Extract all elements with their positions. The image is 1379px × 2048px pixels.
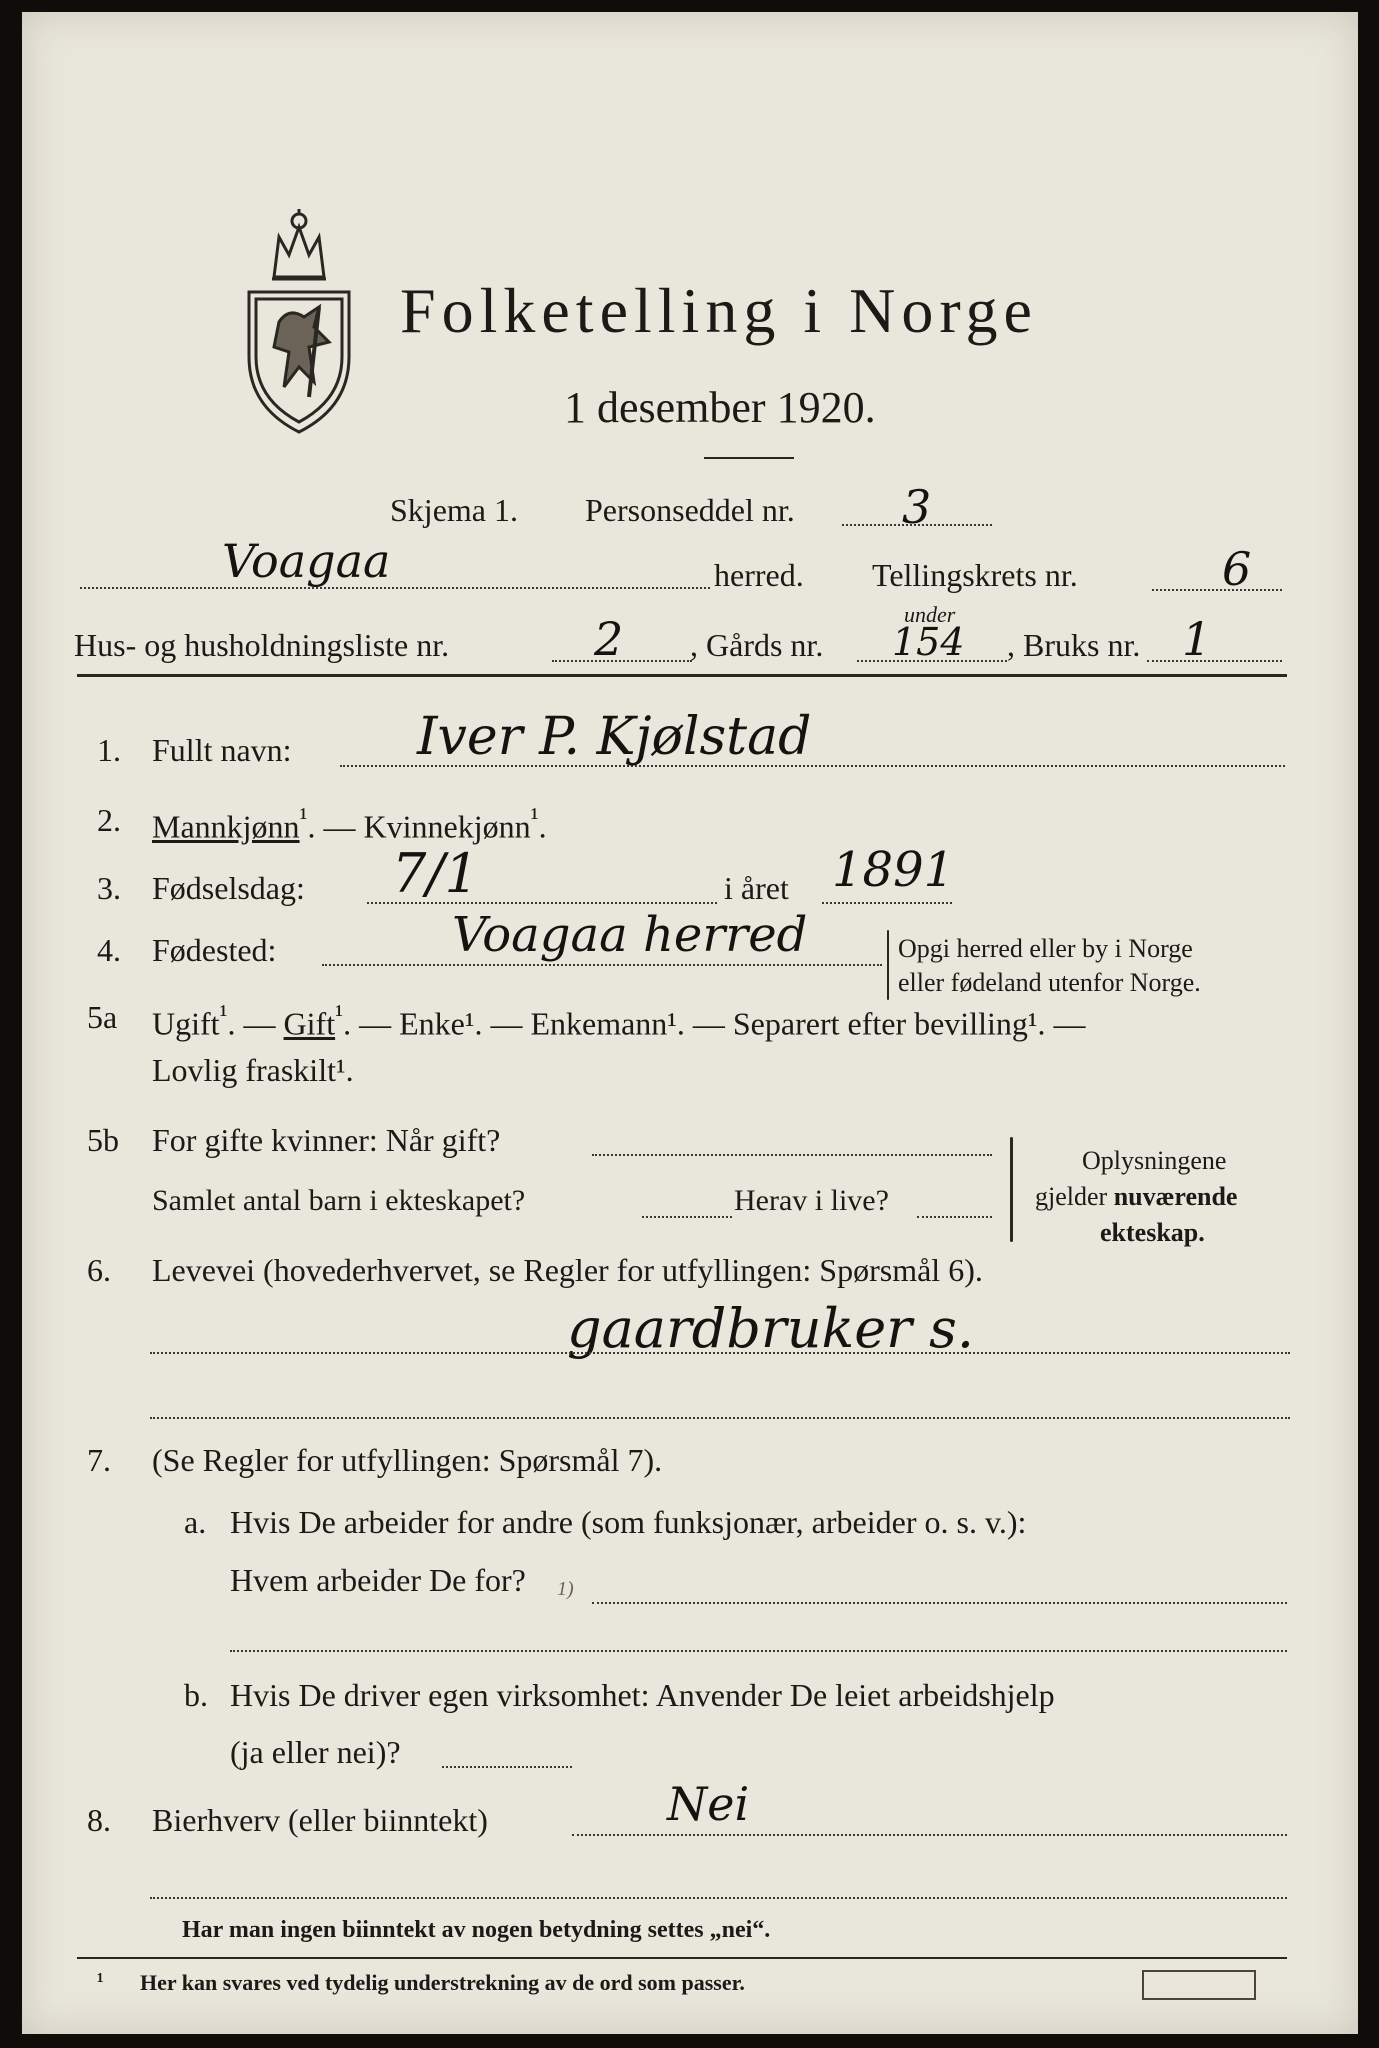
employer-mark: 1): [557, 1578, 574, 1600]
herred-value: Voagaa: [222, 534, 391, 588]
q6-number: 6.: [87, 1252, 111, 1288]
birthplace-note-brace: [887, 930, 889, 1000]
q4-label: Fødested:: [152, 932, 277, 968]
marriage-note-line1: Oplysningene: [1082, 1146, 1227, 1175]
full-name-value: Iver P. Kjølstad: [417, 707, 812, 767]
footer-note: Har man ingen biinntekt av nogen betydning settes „nei“.: [182, 1917, 771, 1943]
personseddel-value: 3: [902, 480, 932, 534]
lovlig-fraskilt-option[interactable]: Lovlig fraskilt¹.: [152, 1052, 354, 1088]
occupation-value: gaardbruker s.: [567, 1297, 975, 1360]
year-label: i året: [724, 870, 789, 906]
q3-number: 3.: [97, 870, 121, 906]
tellingskrets-field[interactable]: [1152, 589, 1282, 591]
year-field[interactable]: [822, 902, 952, 904]
employer-label: Hvem arbeider De for?: [230, 1562, 526, 1598]
bruks-field[interactable]: [1147, 660, 1282, 662]
other-marital-options[interactable]: . — Enke¹. — Enkemann¹. — Separert efter bevilling¹. —: [343, 1005, 1086, 1042]
q1-label: Fullt navn:: [152, 732, 292, 768]
gards-note: under: [904, 602, 956, 627]
q7b-letter: b.: [184, 1677, 208, 1713]
hus-value: 2: [594, 612, 624, 666]
q5a-options: Ugift$^{^1}$. — Gift$^{^1}$. — Enke¹. — Enkemann¹. — Separert efter bevilling¹. —: [152, 999, 1086, 1042]
children-count-field[interactable]: [642, 1216, 732, 1218]
children-alive-field[interactable]: [917, 1216, 992, 1218]
bruks-label: , Bruks nr.: [1007, 627, 1141, 663]
q3-label: Fødselsdag:: [152, 870, 305, 906]
children-count-label: Samlet antal barn i ekteskapet?: [152, 1184, 526, 1217]
when-married-label: For gifte kvinner: Når gift?: [152, 1122, 501, 1158]
form-title: Folketelling i Norge: [400, 275, 1038, 346]
personseddel-label: Personseddel nr.: [585, 492, 795, 528]
when-married-field[interactable]: [592, 1154, 992, 1156]
q2-number: 2.: [97, 802, 121, 838]
employer-field[interactable]: [592, 1602, 1287, 1604]
q6-label: Levevei (hovederhvervet, se Regler for utfyllingen: Spørsmål 6).: [152, 1252, 983, 1288]
side-income-field[interactable]: [572, 1834, 1287, 1836]
printer-stamp: [1142, 1970, 1256, 2000]
ugift-option[interactable]: Ugift: [152, 1005, 220, 1042]
q7a-letter: a.: [184, 1504, 207, 1540]
hus-label: Hus- og husholdningsliste nr.: [74, 627, 450, 663]
gift-option[interactable]: Gift: [283, 1005, 336, 1042]
birthplace-note-line2: eller fødeland utenfor Norge.: [898, 968, 1201, 997]
children-alive-label: Herav i live?: [734, 1184, 889, 1217]
q2-options: Mannkjønn$^{^1}$. — Kvinnekjønn$^{^1}$.: [152, 802, 547, 845]
birthday-value: 7/1: [392, 842, 479, 905]
footer-rule: [77, 1957, 1287, 1959]
title-divider: [704, 457, 794, 459]
census-date: 1 desember 1920.: [564, 383, 876, 432]
q8-number: 8.: [87, 1802, 111, 1838]
male-option[interactable]: Mannkjønn: [152, 808, 300, 845]
q7b-line1: Hvis De driver egen virksomhet: Anvender De leiet arbeidshjelp: [230, 1677, 1055, 1713]
header-rule: [77, 674, 1287, 677]
hired-help-field[interactable]: [442, 1766, 572, 1768]
herred-label: herred.: [714, 557, 804, 593]
herred-field[interactable]: [80, 587, 710, 589]
census-form-sheet: [22, 12, 1358, 2034]
birthplace-field[interactable]: [322, 964, 882, 966]
q8-label: Bierhverv (eller biinntekt): [152, 1802, 488, 1838]
footnote-text: Her kan svares ved tydelig understrekning av de ord som passer.: [140, 1970, 745, 1995]
tellingskrets-label: Tellingskrets nr.: [872, 557, 1078, 593]
birthplace-value: Voagaa herred: [452, 907, 808, 963]
q7-label: (Se Regler for utfyllingen: Spørsmål 7).: [152, 1442, 663, 1478]
employer-field-line2[interactable]: [230, 1650, 1287, 1652]
female-option[interactable]: Kvinnekjønn: [363, 808, 531, 845]
tellingskrets-value: 6: [1222, 542, 1252, 596]
footnote-mark: ¹: [97, 1968, 104, 1993]
q1-number: 1.: [97, 732, 121, 768]
gards-label: , Gårds nr.: [690, 627, 824, 663]
schema-label: Skjema 1.: [390, 492, 518, 528]
q4-number: 4.: [97, 932, 121, 968]
hired-help-label: (ja eller nei)?: [230, 1734, 401, 1770]
marriage-note-brace: [1010, 1137, 1013, 1242]
norwegian-coat-of-arms-icon: [234, 207, 364, 437]
q7a-line1: Hvis De arbeider for andre (som funksjonær, arbeider o. s. v.):: [230, 1504, 1027, 1540]
q5a-number: 5a: [87, 999, 118, 1035]
marriage-note-line3: ekteskap.: [1100, 1218, 1205, 1247]
marriage-note-line2: gjelder nuværende: [1035, 1182, 1238, 1211]
birthplace-note-line1: Opgi herred eller by i Norge: [898, 934, 1193, 963]
year-value: 1891: [832, 842, 955, 898]
side-income-value: Nei: [667, 1777, 750, 1831]
q5b-number: 5b: [87, 1122, 119, 1158]
side-income-field-line2[interactable]: [150, 1897, 1287, 1899]
q7-number: 7.: [87, 1442, 111, 1478]
bruks-value: 1: [1182, 612, 1212, 666]
gards-value: 154: [892, 620, 965, 664]
occupation-field[interactable]: [150, 1352, 1290, 1354]
occupation-field-line2[interactable]: [150, 1417, 1290, 1419]
